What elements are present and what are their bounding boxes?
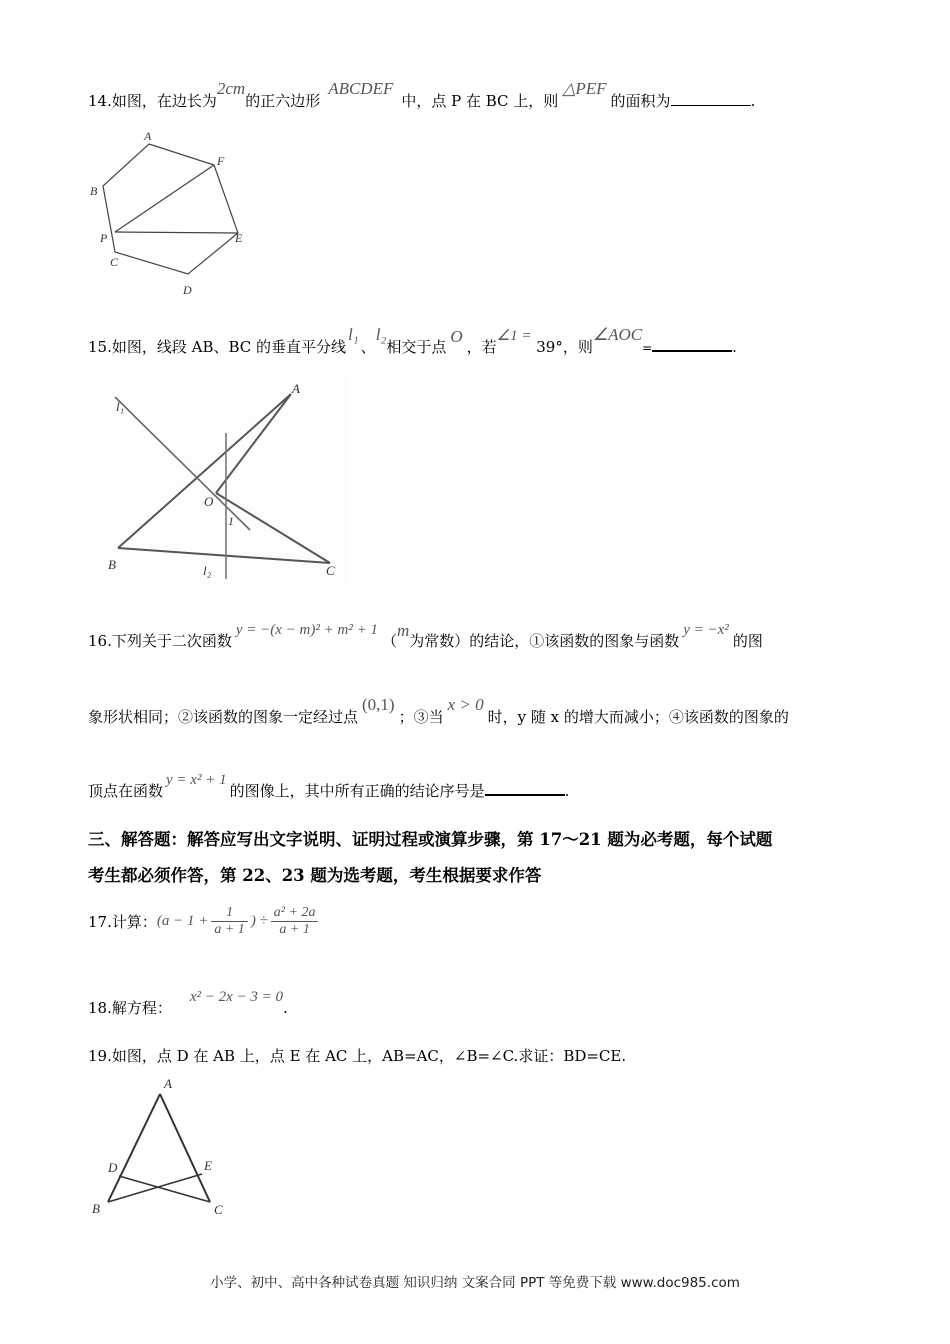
q14-side-length: 2cm	[216, 79, 246, 98]
q15-angle-aoc: ∠AOC	[592, 325, 643, 344]
q14-triangle: △PEF	[562, 79, 607, 98]
q15-label-b: B	[108, 557, 116, 572]
q15-point-o: O	[450, 327, 463, 346]
q15-label-c: C	[326, 563, 335, 578]
q17-fraction2: $\frac{\text{a² + 2a}}{a + 1}$	[271, 905, 319, 938]
q19-text: 19.如图，点 D 在 AB 上，点 E 在 AC 上，AB=AC，∠B=∠C.求证：BD=CE.	[88, 1047, 627, 1065]
q15-l2: l₂	[375, 325, 387, 344]
q19-label-a: A	[164, 1076, 172, 1091]
footer-text: 小学、初中、高中各种试卷真题 知识归纳 文案合同 PPT 等免费下载 www.doc985.com	[210, 1275, 740, 1291]
q16-function: y = −(x − m)² + m² + 1	[235, 622, 378, 638]
q14-label-c: C	[110, 255, 119, 269]
q14-answer-blank[interactable]	[671, 91, 751, 106]
q19-label-d: D	[108, 1160, 118, 1175]
q14-label-a: A	[144, 130, 152, 143]
q19-label-e: E	[204, 1158, 212, 1173]
q16-line1: 16.下列关于二次函数y = −(x − m)² + m² + 1（m为常数）的结论，①该函数的图象与函数y = −x²的图	[88, 621, 763, 650]
q15-l1: l₁	[348, 325, 359, 344]
section3-heading-line2: 考生都必须作答，第 22、23 题为选考题，考生根据要求作答	[88, 866, 542, 885]
q14-label-d: D	[183, 283, 192, 297]
q14-label-p: P	[100, 231, 108, 245]
q16-answer-blank[interactable]	[485, 780, 565, 796]
q18-text: 18.解方程：x² − 2x − 3 = 0.	[88, 989, 288, 1017]
q16-function2: y = −x²	[683, 622, 729, 638]
q17-text: 17.计算：(a − 1 + $\frac{1}{a + 1}$ ) ÷ $\frac{\text{a² + 2a}}{a + 1}$	[88, 905, 321, 938]
q16-function3: y = x² + 1	[166, 772, 227, 788]
q15-answer-blank[interactable]	[652, 336, 732, 352]
q14-hexagon-figure	[86, 130, 256, 302]
q14-hexagon-name: ABCDEF	[328, 79, 394, 98]
q16-point: (0,1)	[362, 695, 395, 714]
q14-label-e: E	[235, 231, 243, 245]
q17-fraction1: $\frac{1}{a + 1}$	[211, 905, 247, 938]
q15-label-l2: l₂	[203, 563, 212, 578]
q15-label-angle1: 1	[228, 514, 234, 528]
section3-heading-line1: 三、解答题：解答应写出文字说明、证明过程或演算步骤，第 17～21 题为必考题，每个试题	[88, 830, 773, 849]
q16-condition: x > 0	[447, 695, 484, 714]
q19-label-b: B	[92, 1201, 100, 1216]
q15-angle1: ∠1 =	[496, 328, 532, 344]
q15-label-l1: l₁	[116, 399, 125, 414]
q15-label-a: A	[292, 381, 300, 396]
q19-triangle-figure	[86, 1072, 246, 1222]
q15-label-o: O	[204, 494, 214, 509]
q15-bisector-figure	[88, 375, 348, 585]
q18-equation: x² − 2x − 3 = 0	[189, 989, 284, 1005]
q19-label-c: C	[214, 1202, 223, 1217]
q14-label-f: F	[217, 154, 225, 168]
q14-label-b: B	[90, 184, 98, 198]
q16-line3: 顶点在函数y = x² + 1的图像上，其中所有正确的结论序号是 .	[88, 772, 570, 800]
q15-text: 15.如图，线段 AB、BC 的垂直平分线l₁、l₂相交于点O，若∠1 = 39°，则∠AOC= .	[88, 325, 737, 356]
q16-line2: 象形状相同；②该函数的图象一定经过点(0,1)；③当x > 0时，y 随 x 的增大而减小；④该函数的图象的	[88, 695, 789, 726]
q14-text: 14.如图，在边长为2cm的正六边形ABCDEF中，点 P 在 BC 上，则△PEF的面积为 .	[88, 79, 756, 110]
